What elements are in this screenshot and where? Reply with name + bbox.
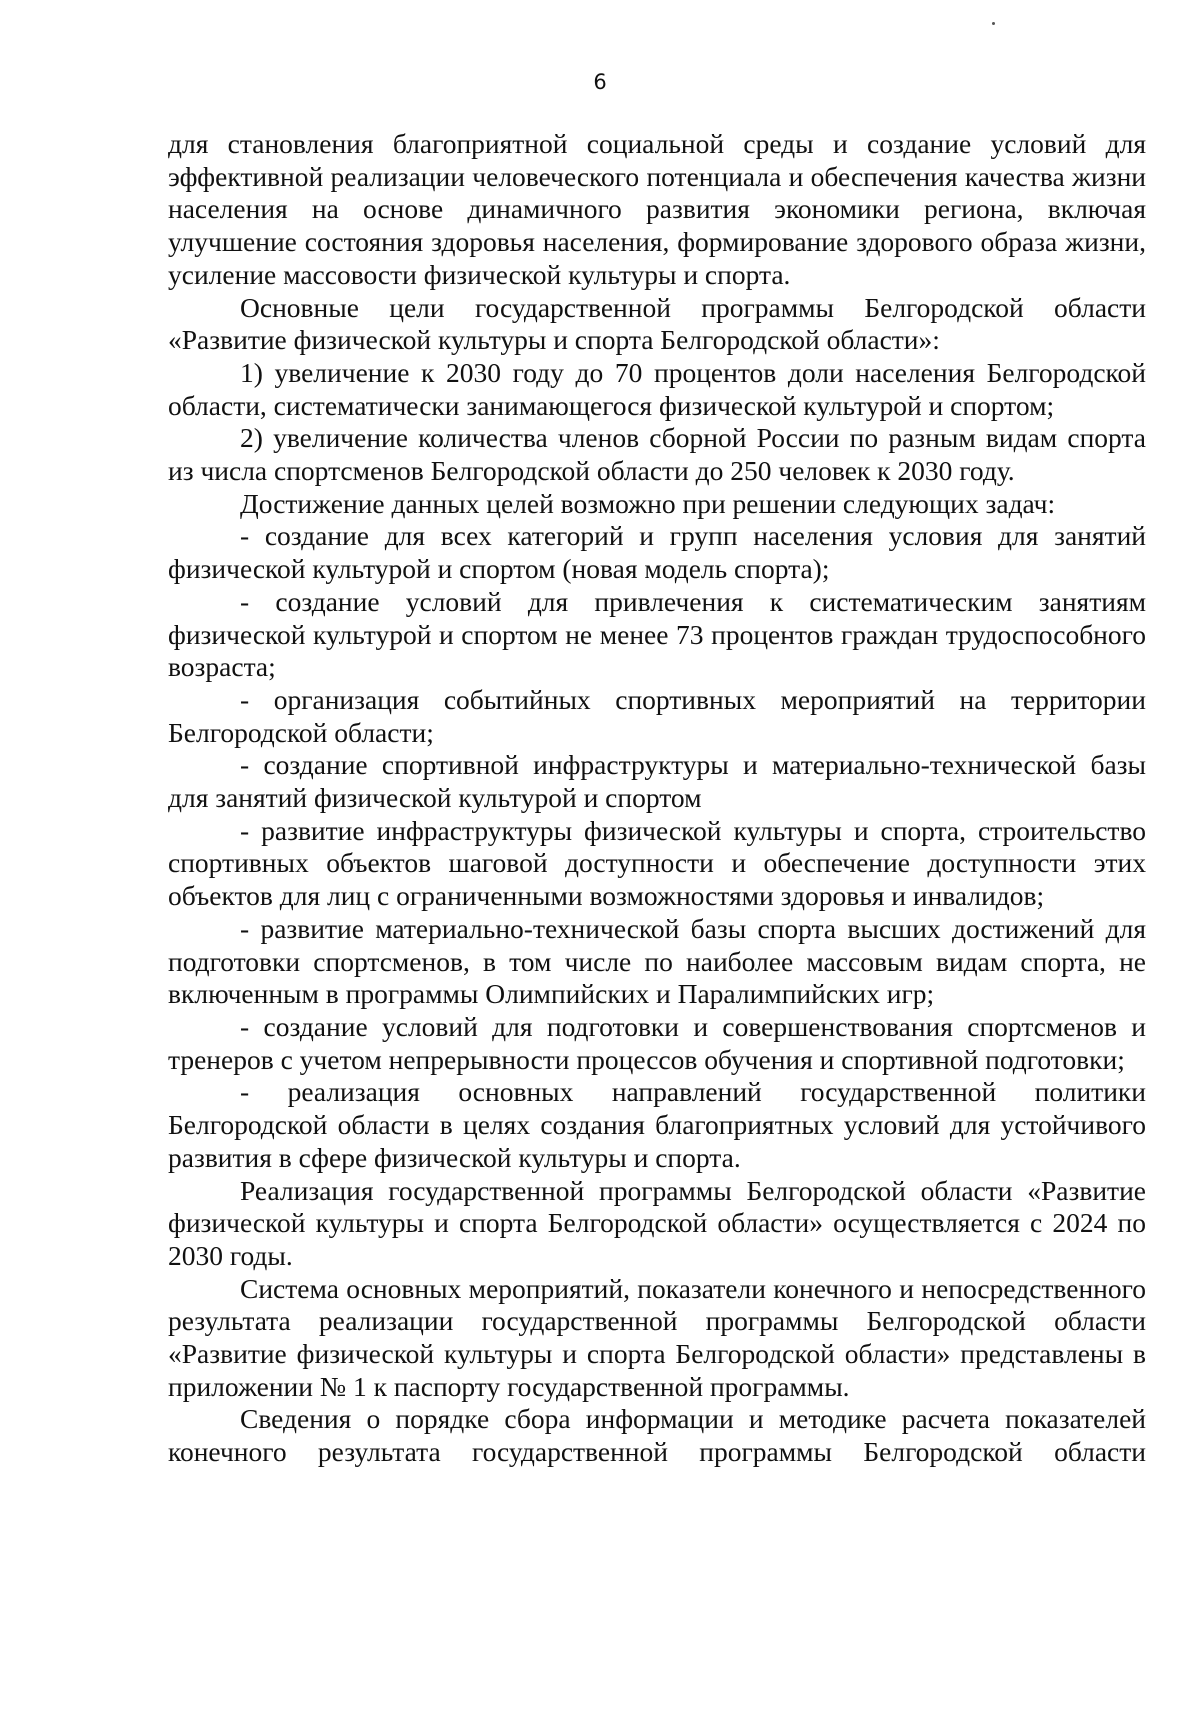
task-item: - реализация основных направлений государственной политики Белгородской области в целях создания благоприятных условий для устойчивого развития в сфере физической культуры и спорта. (168, 1076, 1146, 1173)
task-item: - развитие материально-технической базы спорта высших достижений для подготовки спортсменов, в том числе по наиболее массовым видам спорта, не включенным в программы Олимпийских и Паралимпийских игр; (168, 912, 1146, 1010)
paragraph-continuation: для становления благоприятной социальной среды и создание условий для эффективной реализации человеческого потенциала и обеспечения качества жизни населения на основе динамичного развития экономики региона, включая улучшение состояния здоровья населения, формирование здорового образа жизни, усиление массовости физической культуры и спорта. (168, 128, 1146, 290)
paragraph-information-collection: Сведения о порядке сбора информации и методике расчета показателей конечного результата государственной программы Белгородской области (168, 1403, 1146, 1468)
task-item: - развитие инфраструктуры физической культуры и спорта, строительство спортивных объектов шаговой доступности и обеспечение доступности этих объектов для лиц с ограниченными возможностями здоровья и инвалидов; (168, 814, 1146, 912)
task-item: - создание спортивной инфраструктуры и материально-технической базы для занятий физической культурой и спортом (168, 749, 1146, 814)
task-item: - организация событийных спортивных мероприятий на территории Белгородской области; (168, 683, 1146, 748)
goal-item-2: 2) увеличение количества членов сборной России по разным видам спорта из числа спортсменов Белгородской области до 250 человек к 2030 году. (168, 422, 1146, 487)
goal-item-1: 1) увеличение к 2030 году до 70 процентов доли населения Белгородской области, систематически занимающегося физической культурой и спортом; (168, 356, 1146, 421)
paragraph-implementation-period: Реализация государственной программы Белгородской области «Развитие физической культуры и спорта Белгородской области» осуществляется с 2024 по 2030 годы. (168, 1174, 1146, 1271)
page-number: 6 (593, 70, 607, 94)
task-item: - создание условий для привлечения к систематическим занятиям физической культурой и спортом не менее 73 процентов граждан трудоспособного возраста; (168, 585, 1146, 683)
scan-speck (992, 22, 995, 25)
task-item: - создание условий для подготовки и совершенствования спортсменов и тренеров с учетом непрерывности процессов обучения и спортивной подготовки; (168, 1010, 1146, 1075)
paragraph-tasks-intro: Достижение данных целей возможно при решении следующих задач: (240, 487, 1056, 519)
paragraph-system-of-measures: Система основных мероприятий, показатели конечного и непосредственного результата реализации государственной программы Белгородской области «Развитие физической культуры и спорта Белгородской области» представлены в приложении № 1 к паспорту государственной программы. (168, 1272, 1146, 1402)
task-item: - создание для всех категорий и групп населения условия для занятий физической культурой и спортом (новая модель спорта); (168, 520, 1146, 585)
paragraph-goals-intro: Основные цели государственной программы Белгородской области «Развитие физической культуры и спорта Белгородской области»: (168, 291, 1146, 356)
document-body (168, 128, 1146, 1469)
